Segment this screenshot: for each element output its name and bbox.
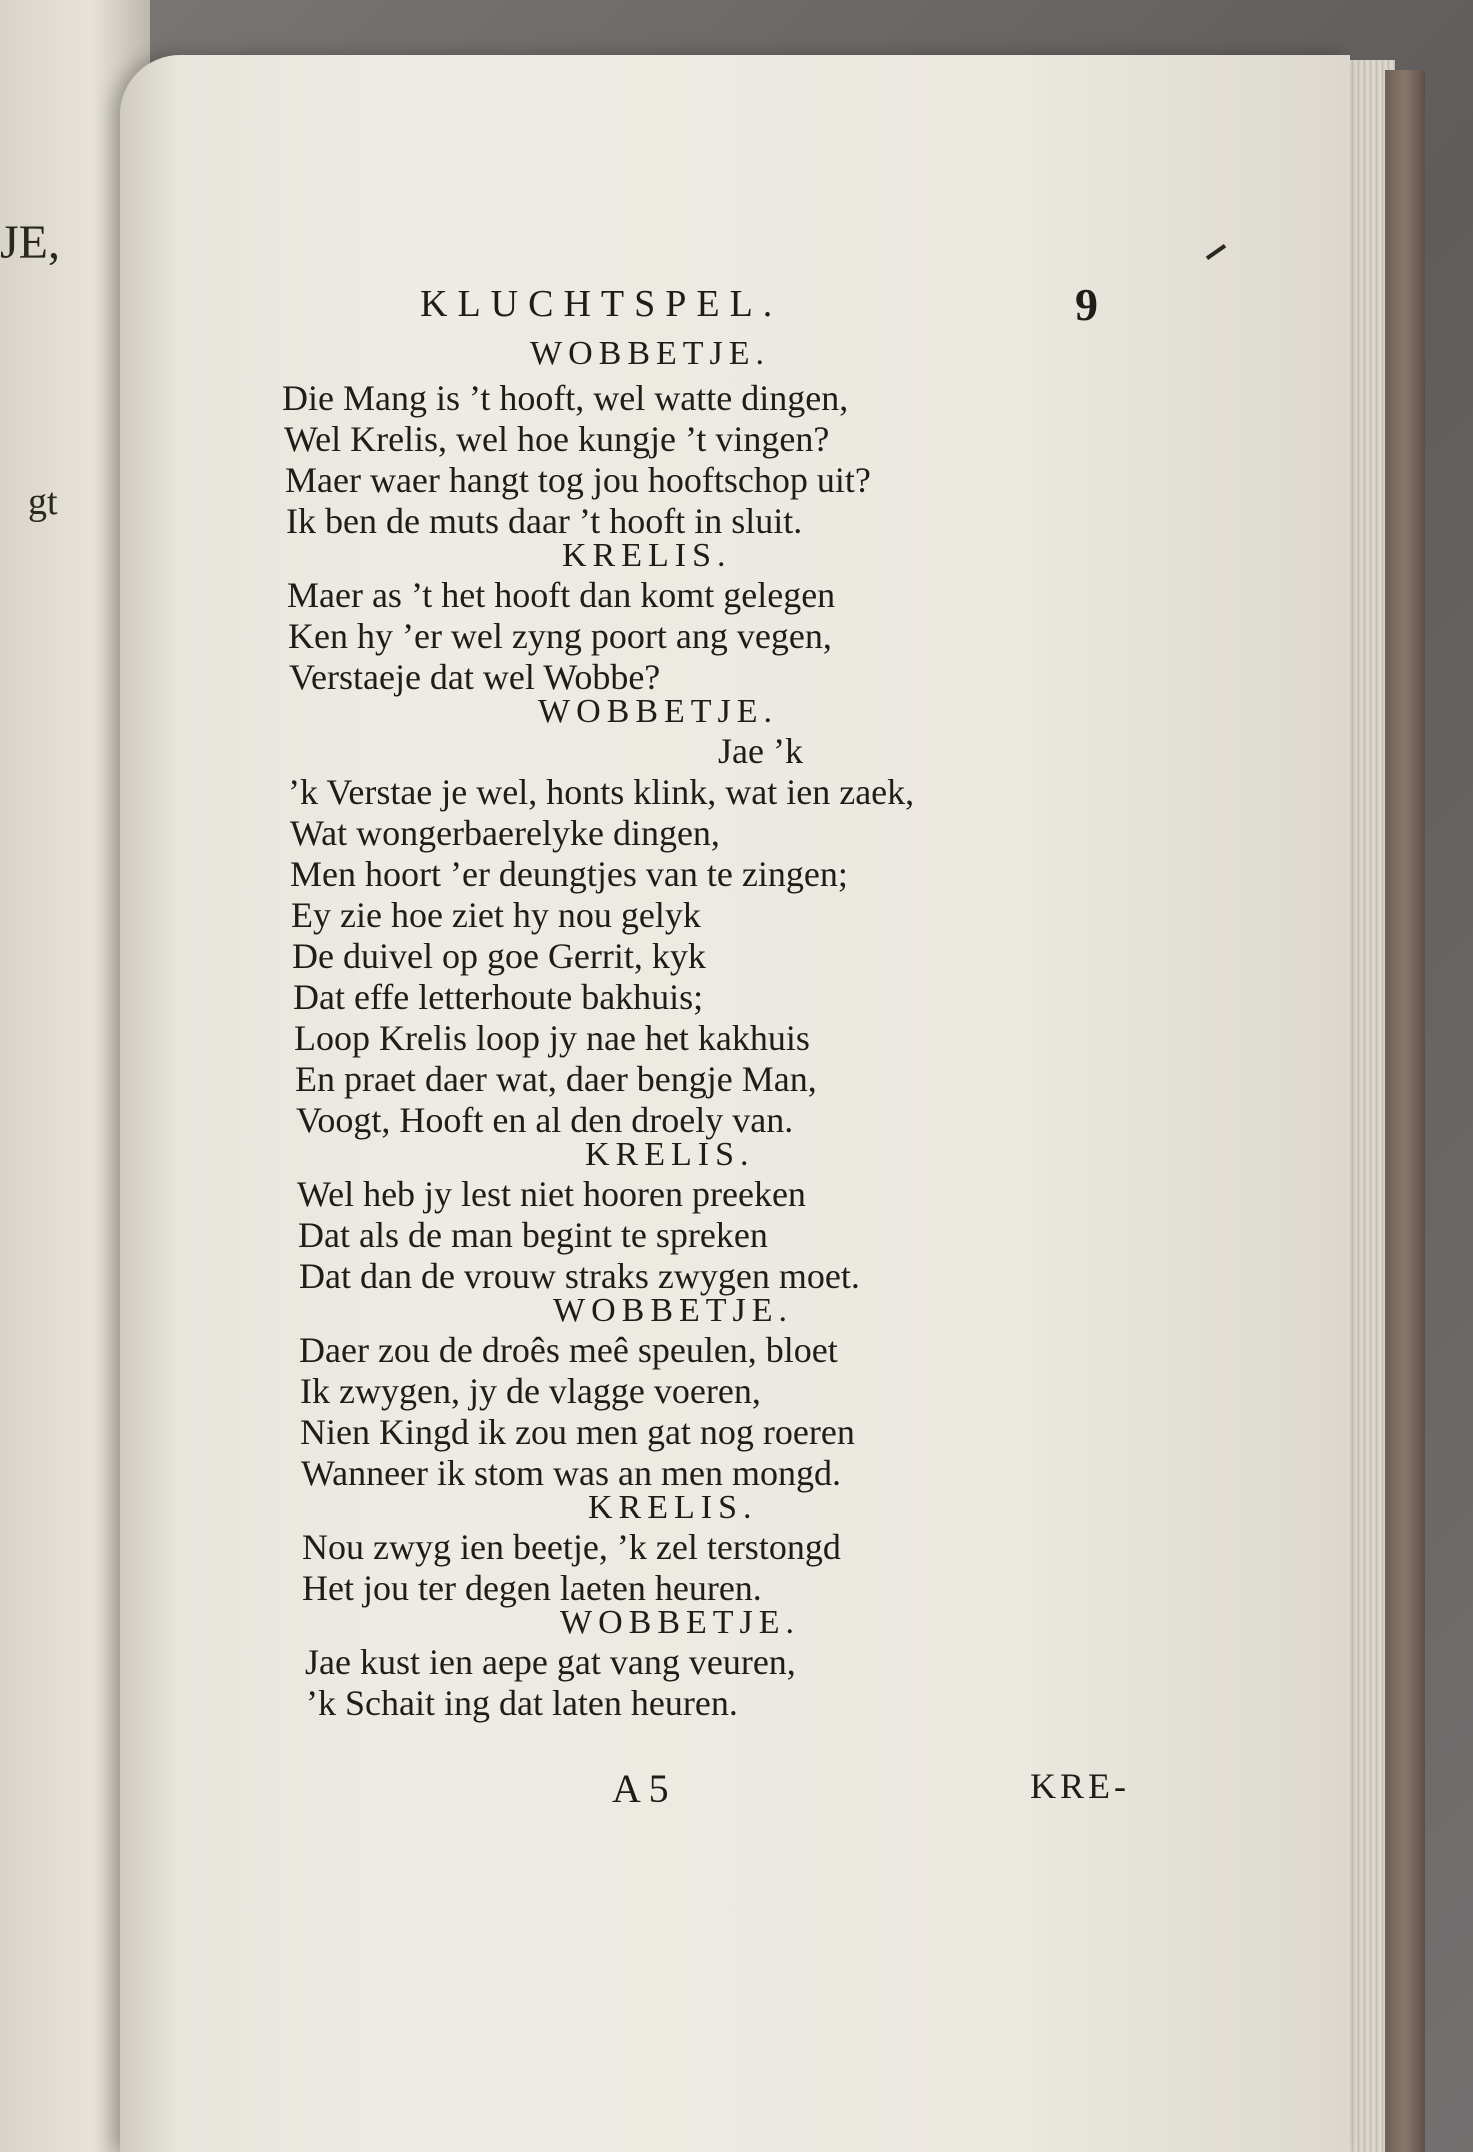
verse-line: Nien Kingd ik zou men gat nog roeren bbox=[300, 1412, 855, 1452]
catchword: KRE- bbox=[1030, 1766, 1130, 1806]
speaker-heading: WOBBETJE. bbox=[553, 1292, 794, 1329]
verse-line: Verstaeje dat wel Wobbe? bbox=[289, 657, 661, 697]
verse-line: Wel heb jy lest niet hooren preeken bbox=[297, 1174, 806, 1214]
verse-line: Die Mang is ’t hooft, wel watte dingen, bbox=[282, 378, 849, 418]
verse-line: De duivel op goe Gerrit, kyk bbox=[292, 936, 706, 976]
verse-line: Men hoort ’er deungtjes van te zingen; bbox=[290, 854, 848, 894]
verse-line: Ey zie hoe ziet hy nou gelyk bbox=[291, 895, 701, 935]
verse-line: Dat effe letterhoute bakhuis; bbox=[293, 977, 704, 1017]
verse-line: Maer waer hangt tog jou hooftschop uit? bbox=[285, 460, 871, 500]
verse-line: ’k Schait ing dat laten heuren. bbox=[306, 1683, 738, 1723]
speaker-heading: WOBBETJE. bbox=[538, 693, 779, 730]
speaker-heading: KRELIS. bbox=[585, 1136, 755, 1173]
verse-line: Jae ’k bbox=[718, 731, 803, 771]
verse-line: Ken hy ’er wel zyng poort ang vegen, bbox=[288, 616, 832, 656]
verse-line: Ik zwygen, jy de vlagge voeren, bbox=[300, 1371, 761, 1411]
page-number: 9 bbox=[1075, 279, 1098, 330]
verse-line: Wanneer ik stom was an men mongd. bbox=[301, 1453, 841, 1493]
verse-line: Loop Krelis loop jy nae het kakhuis bbox=[294, 1018, 810, 1058]
speaker-heading: WOBBETJE. bbox=[560, 1604, 801, 1641]
verse-line: Nou zwyg ien beetje, ’k zel terstongd bbox=[302, 1527, 841, 1567]
speaker-heading: WOBBETJE. bbox=[530, 335, 771, 372]
verse-line: Jae kust ien aepe gat vang veuren, bbox=[305, 1642, 796, 1682]
left-page-fragment: gt bbox=[28, 481, 58, 523]
speaker-heading: KRELIS. bbox=[588, 1489, 758, 1526]
verse-line: ’k Verstae je wel, honts klink, wat ien zaek, bbox=[288, 772, 915, 812]
verse-line: Het jou ter degen laeten heuren. bbox=[302, 1568, 762, 1608]
speaker-heading: KRELIS. bbox=[562, 537, 732, 574]
verse-line: Dat dan de vrouw straks zwygen moet. bbox=[299, 1256, 860, 1296]
verse-line: Ik ben de muts daar ’t hooft in sluit. bbox=[286, 501, 803, 541]
verse-line: Daer zou de droês meê speulen, bloet bbox=[299, 1330, 838, 1370]
verse-line: En praet daer wat, daer bengje Man, bbox=[295, 1059, 817, 1099]
verse-line: Maer as ’t het hooft dan komt gelegen bbox=[287, 575, 836, 615]
verse-line: Wat wongerbaerelyke dingen, bbox=[290, 813, 720, 853]
verse-line: Wel Krelis, wel hoe kungje ’t vingen? bbox=[284, 419, 830, 459]
verse-line: Dat als de man begint te spreken bbox=[298, 1215, 768, 1255]
signature-mark: A 5 bbox=[612, 1766, 669, 1811]
running-head: KLUCHTSPEL. bbox=[420, 283, 783, 325]
verse-line: Voogt, Hooft en al den droely van. bbox=[296, 1100, 794, 1140]
book-cover-edge bbox=[1385, 70, 1425, 2152]
left-page-fragment: JE, bbox=[0, 216, 60, 269]
